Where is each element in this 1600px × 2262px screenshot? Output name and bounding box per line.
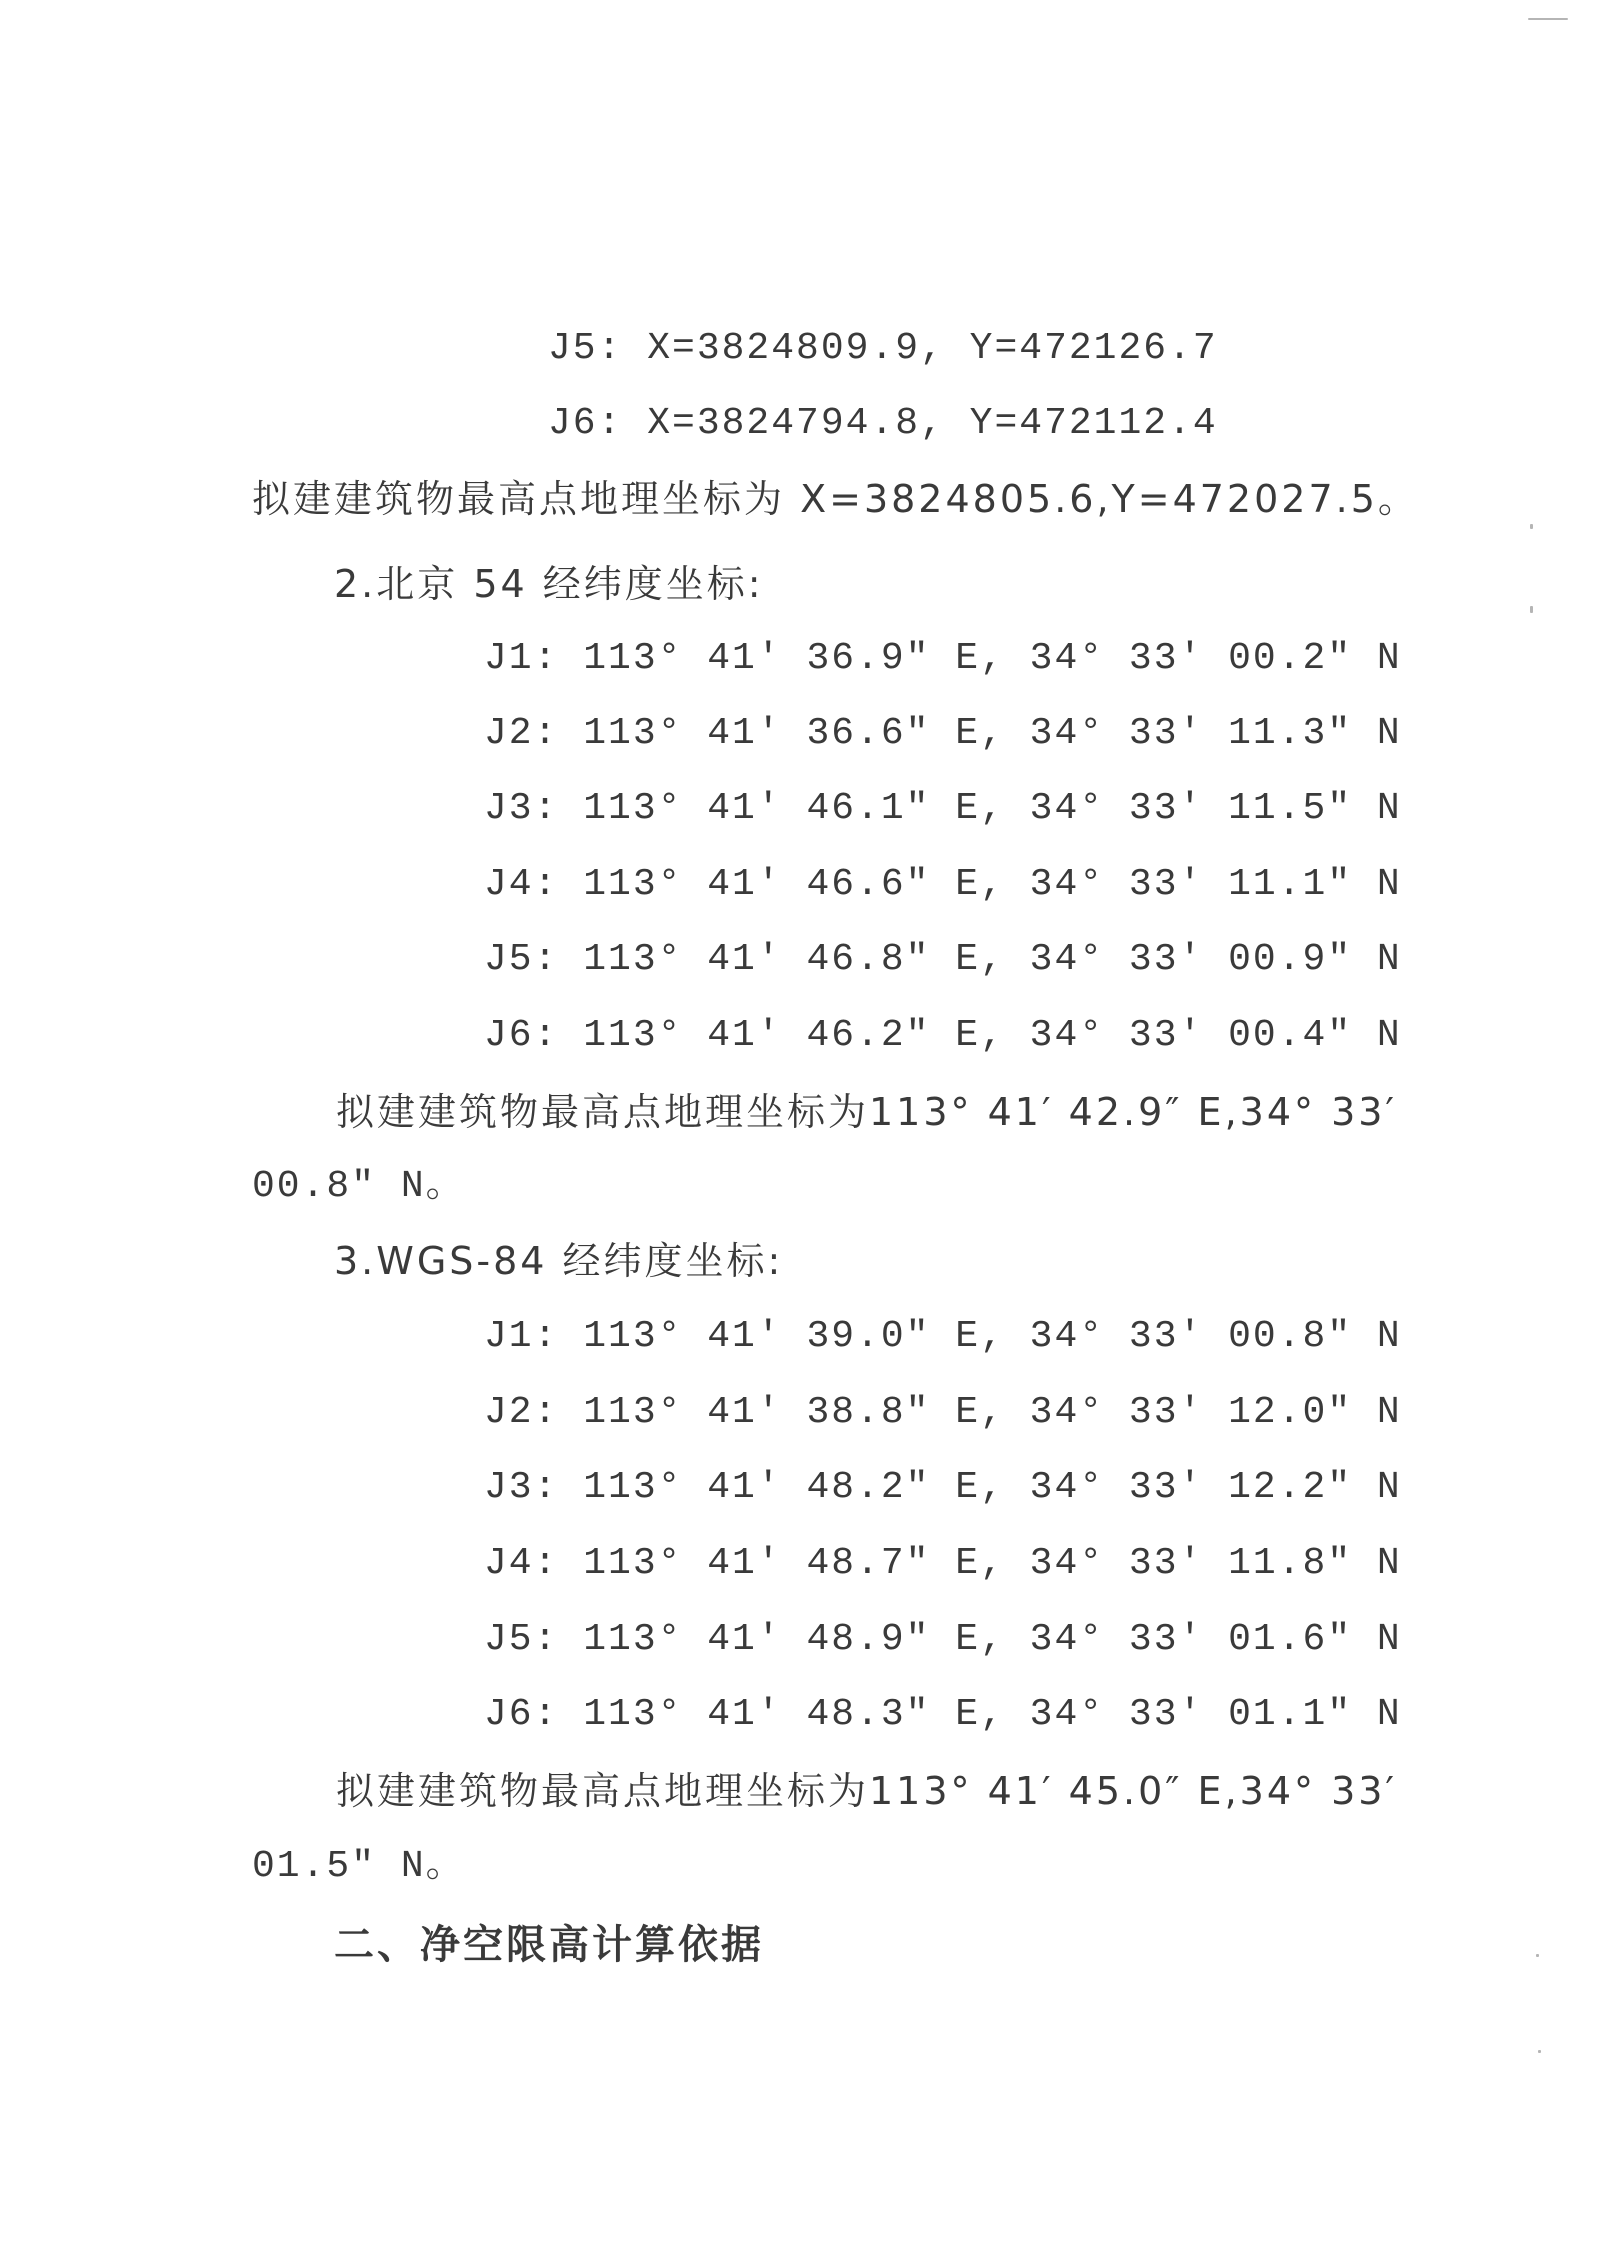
scan-speck: [1528, 18, 1568, 20]
coord-line-j6-xy: J6: X=3824794.8, Y=472112.4: [548, 402, 1218, 445]
scan-speck: [1530, 524, 1533, 529]
scan-speck: [1536, 1954, 1539, 1957]
beijing54-point-j6: J6: 113° 41′ 46.2″ E, 34° 33′ 00.4″ N: [484, 1014, 1402, 1057]
wgs84-point-j4: J4: 113° 41′ 48.7″ E, 34° 33′ 11.8″ N: [484, 1542, 1402, 1585]
top-summary: 拟建建筑物最高点地理坐标为 X=3824805.6,Y=472027.5。: [252, 477, 1419, 521]
beijing54-point-j5: J5: 113° 41′ 46.8″ E, 34° 33′ 00.9″ N: [484, 938, 1402, 981]
beijing54-point-j3: J3: 113° 41′ 46.1″ E, 34° 33′ 11.5″ N: [484, 787, 1402, 830]
wgs84-heading: 3.WGS-84 经纬度坐标:: [334, 1239, 784, 1283]
wgs84-point-j6: J6: 113° 41′ 48.3″ E, 34° 33′ 01.1″ N: [484, 1693, 1402, 1736]
wgs84-point-j5: J5: 113° 41′ 48.9″ E, 34° 33′ 01.6″ N: [484, 1618, 1402, 1661]
coord-line-j5-xy: J5: X=3824809.9, Y=472126.7: [548, 327, 1218, 370]
section-two-heading: 二、净空限高计算依据: [334, 1922, 764, 1968]
wgs84-summary-line1: 拟建建筑物最高点地理坐标为113° 41′ 45.0″ E,34° 33′: [336, 1769, 1398, 1813]
scan-speck: [1530, 606, 1533, 613]
beijing54-point-j1: J1: 113° 41′ 36.9″ E, 34° 33′ 00.2″ N: [484, 637, 1402, 680]
beijing54-summary-line2: 00.8″ N。: [252, 1165, 466, 1208]
wgs84-point-j3: J3: 113° 41′ 48.2″ E, 34° 33′ 12.2″ N: [484, 1466, 1402, 1509]
beijing54-heading: 2.北京 54 经纬度坐标:: [334, 562, 764, 606]
beijing54-point-j2: J2: 113° 41′ 36.6″ E, 34° 33′ 11.3″ N: [484, 712, 1402, 755]
wgs84-summary-line2: 01.5″ N。: [252, 1845, 466, 1888]
beijing54-summary-line1: 拟建建筑物最高点地理坐标为113° 41′ 42.9″ E,34° 33′: [336, 1090, 1398, 1134]
wgs84-point-j1: J1: 113° 41′ 39.0″ E, 34° 33′ 00.8″ N: [484, 1315, 1402, 1358]
wgs84-point-j2: J2: 113° 41′ 38.8″ E, 34° 33′ 12.0″ N: [484, 1391, 1402, 1434]
beijing54-point-j4: J4: 113° 41′ 46.6″ E, 34° 33′ 11.1″ N: [484, 863, 1402, 906]
scan-speck: [1538, 2050, 1541, 2053]
